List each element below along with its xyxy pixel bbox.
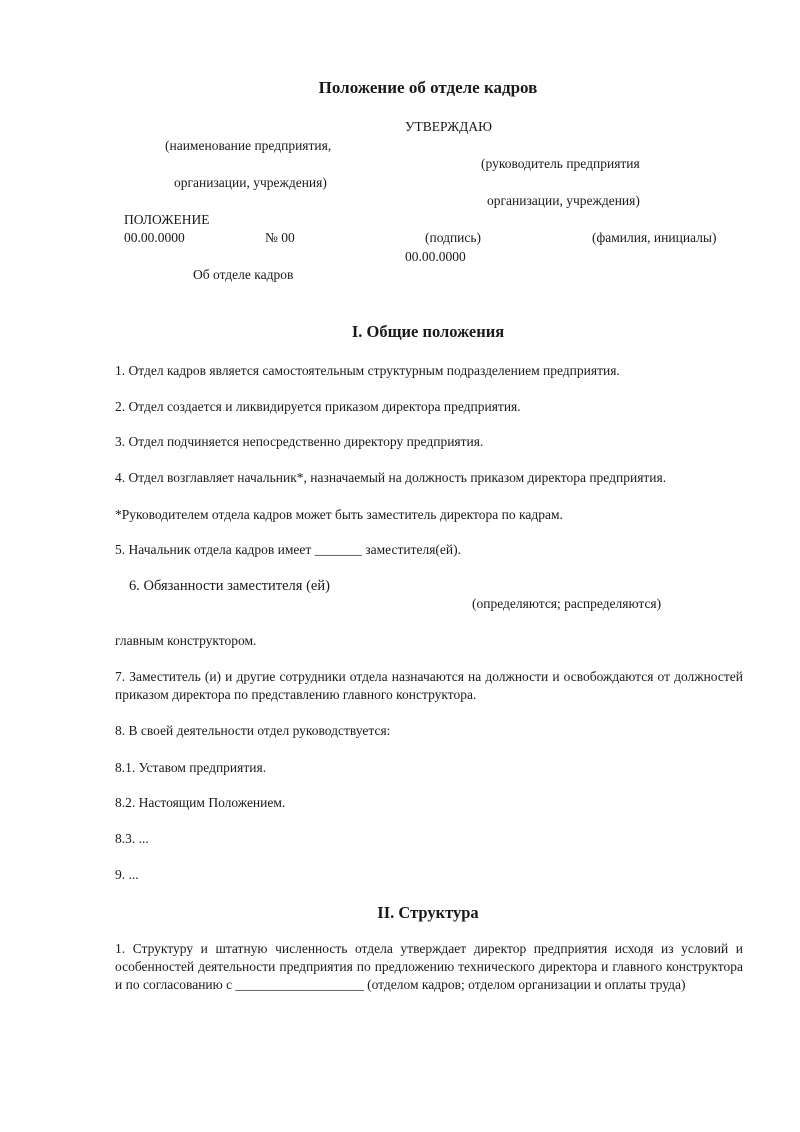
paragraph-7: 7. Заместитель (и) и другие сотрудники отдела назначаются на должности и освобождаются от должностей приказом директора по представлению главного конструктора. [115, 669, 743, 702]
paragraph-3: 3. Отдел подчиняется непосредственно директору предприятия. [115, 434, 484, 449]
paragraph-6-continuation: главным конструктором. [115, 633, 257, 648]
document-title: Положение об отделе кадров [318, 78, 538, 97]
paragraph-8-1: 8.1. Уставом предприятия. [115, 760, 267, 775]
paragraph-2: 2. Отдел создается и ликвидируется приказом директора предприятия. [115, 399, 521, 414]
paragraph-8: 8. В своей деятельности отдел руководствуется: [115, 723, 391, 738]
document-type: ПОЛОЖЕНИЕ [124, 212, 210, 227]
document-date: 00.00.0000 [124, 230, 185, 245]
section-2-paragraph-1: 1. Структуру и штатную численность отдела утверждает директор предприятия исходя из условий и особенностей деятельности предприятия по предложению технического директора и главного конструктора и по согласованию с ___________________ (отделом кадров; отделом организации и оплаты труда) [115, 941, 743, 992]
paragraph-1: 1. Отдел кадров является самостоятельным структурным подразделением предприятия. [115, 363, 620, 378]
paragraph-8-3: 8.3. ... [115, 831, 149, 846]
document-subject: Об отделе кадров [193, 267, 294, 282]
paragraph-5: 5. Начальник отдела кадров имеет _______ заместителя(ей). [115, 542, 461, 557]
section-1-heading: I. Общие положения [351, 322, 505, 341]
approve-date: 00.00.0000 [405, 249, 466, 264]
paragraph-4: 4. Отдел возглавляет начальник*, назначаемый на должность приказом директора предприятия. [115, 470, 667, 485]
org-name-caption-cont: организации, учреждения) [174, 175, 327, 190]
signature-caption: (подпись) [425, 230, 482, 245]
org-name-caption: (наименование предприятия, [165, 138, 332, 153]
paragraph-9: 9. ... [115, 867, 139, 882]
name-initials-caption: (фамилия, инициалы) [592, 230, 717, 245]
footnote: *Руководителем отдела кадров может быть заместитель директора по кадрам. [115, 507, 563, 522]
paragraph-6-hint: (определяются; распределяются) [472, 596, 662, 611]
paragraph-6: 6. Обязанности заместителя (ей) [129, 578, 330, 594]
document-number: № 00 [265, 230, 295, 245]
paragraph-8-2: 8.2. Настоящим Положением. [115, 795, 286, 810]
section-2-heading: II. Структура [377, 903, 479, 922]
head-caption-cont: организации, учреждения) [487, 193, 640, 208]
head-caption: (руководитель предприятия [481, 156, 640, 171]
approve-label: УТВЕРЖДАЮ [405, 119, 493, 134]
